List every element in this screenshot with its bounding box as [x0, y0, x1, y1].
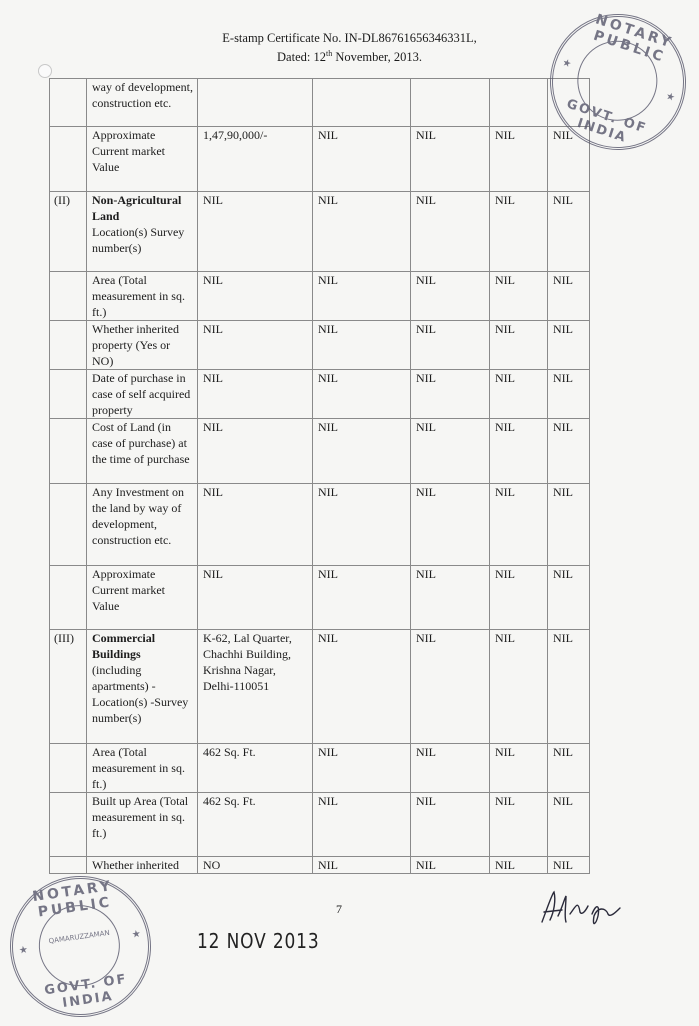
row-value — [313, 79, 411, 127]
assets-table — [49, 78, 590, 874]
row-value: NIL — [313, 793, 411, 857]
row-value: NIL — [313, 484, 411, 566]
row-value: NIL — [313, 419, 411, 484]
row-value: NIL — [198, 321, 313, 370]
punch-hole — [38, 64, 52, 78]
row-description-text: Whether inherited property (Yes or NO) — [92, 322, 179, 368]
certificate-date: Dated: 12th November, 2013. — [277, 49, 422, 65]
row-value: NIL — [548, 272, 590, 321]
row-description — [87, 192, 198, 272]
row-value — [490, 79, 548, 127]
row-serial — [50, 744, 87, 793]
row-value: NIL — [313, 370, 411, 419]
row-description — [87, 272, 198, 321]
row-value: NIL — [411, 793, 490, 857]
table-row — [50, 566, 590, 630]
row-value: NIL — [313, 566, 411, 630]
table-row — [50, 370, 590, 419]
row-value: NIL — [411, 321, 490, 370]
table-row — [50, 419, 590, 484]
row-value: NO — [198, 857, 313, 874]
row-value: NIL — [198, 272, 313, 321]
row-value: NIL — [548, 630, 590, 744]
row-description — [87, 127, 198, 192]
row-description-text: Approximate Current market Value — [92, 128, 165, 174]
table-row — [50, 793, 590, 857]
row-serial: (II) — [50, 192, 87, 272]
row-value: NIL — [490, 630, 548, 744]
row-value: NIL — [313, 857, 411, 874]
row-description-text: Location(s) Survey number(s) — [92, 225, 185, 255]
row-value: NIL — [548, 857, 590, 874]
row-value: NIL — [548, 744, 590, 793]
row-serial — [50, 79, 87, 127]
table-row — [50, 321, 590, 370]
row-description — [87, 79, 198, 127]
row-value: NIL — [548, 192, 590, 272]
row-serial — [50, 272, 87, 321]
row-description-text: Built up Area (Total measurement in sq. ft.) — [92, 794, 189, 840]
row-heading: Commercial Buildings — [92, 631, 156, 661]
row-value: NIL — [548, 566, 590, 630]
table-row — [50, 630, 590, 744]
row-value: NIL — [198, 484, 313, 566]
row-value: NIL — [548, 127, 590, 192]
row-serial — [50, 419, 87, 484]
row-value: 462 Sq. Ft. — [198, 744, 313, 793]
table-row — [50, 484, 590, 566]
row-value: NIL — [490, 192, 548, 272]
row-value: NIL — [548, 419, 590, 484]
row-description — [87, 370, 198, 419]
row-value: NIL — [490, 857, 548, 874]
row-value: NIL — [313, 192, 411, 272]
row-description — [87, 857, 198, 874]
row-description-text: (including apartments) -Location(s) -Survey number(s) — [92, 663, 189, 725]
table-row — [50, 744, 590, 793]
row-value: NIL — [490, 566, 548, 630]
signature — [536, 886, 626, 934]
row-value: 1,47,90,000/- — [198, 127, 313, 192]
row-serial — [50, 484, 87, 566]
row-description — [87, 793, 198, 857]
row-description-text: way of development, construction etc. — [92, 80, 193, 110]
row-value: NIL — [490, 127, 548, 192]
row-value: NIL — [548, 793, 590, 857]
row-value: NIL — [411, 857, 490, 874]
row-value: NIL — [411, 744, 490, 793]
row-value: NIL — [411, 370, 490, 419]
notary-seal-bottom: NOTARY PUBLIC QAMARUZZAMAN ★ ★ GOVT. OF INDIA — [1, 867, 160, 1026]
row-value: NIL — [313, 744, 411, 793]
row-description — [87, 566, 198, 630]
row-value: NIL — [411, 192, 490, 272]
row-description — [87, 321, 198, 370]
row-value: NIL — [490, 484, 548, 566]
row-value: NIL — [548, 484, 590, 566]
row-description-text: Any Investment on the land by way of development, construction etc. — [92, 485, 184, 547]
row-heading: Non-Agricultural Land — [92, 193, 182, 223]
row-serial — [50, 566, 87, 630]
row-value — [411, 79, 490, 127]
table-row — [50, 192, 590, 272]
row-value: NIL — [313, 127, 411, 192]
row-value: 462 Sq. Ft. — [198, 793, 313, 857]
row-value: NIL — [411, 630, 490, 744]
row-description-text: Approximate Current market Value — [92, 567, 165, 613]
row-value: NIL — [198, 192, 313, 272]
row-value: NIL — [490, 744, 548, 793]
row-value: NIL — [490, 321, 548, 370]
row-value: NIL — [548, 370, 590, 419]
row-value: K-62, Lal Quarter, Chachhi Building, Krishna Nagar, Delhi-110051 — [198, 630, 313, 744]
row-description-text: Area (Total measurement in sq. ft.) — [92, 745, 185, 791]
row-description-text: Cost of Land (in case of purchase) at the time of purchase — [92, 420, 190, 466]
table-row — [50, 272, 590, 321]
row-value: NIL — [198, 419, 313, 484]
row-description — [87, 484, 198, 566]
row-value: NIL — [490, 793, 548, 857]
row-value: NIL — [490, 370, 548, 419]
row-serial — [50, 793, 87, 857]
row-value: NIL — [548, 321, 590, 370]
row-description — [87, 630, 198, 744]
row-description — [87, 744, 198, 793]
row-value: NIL — [411, 419, 490, 484]
row-value: NIL — [490, 272, 548, 321]
row-value: NIL — [411, 484, 490, 566]
row-value: NIL — [490, 419, 548, 484]
row-description-text: Whether inherited — [92, 858, 179, 872]
row-serial — [50, 857, 87, 874]
row-value: NIL — [198, 370, 313, 419]
table-row — [50, 857, 590, 874]
row-value: NIL — [313, 630, 411, 744]
row-value — [198, 79, 313, 127]
table-row — [50, 79, 590, 127]
row-description-text: Area (Total measurement in sq. ft.) — [92, 273, 185, 319]
certificate-number: E-stamp Certificate No. IN-DL86761656346331L, — [222, 31, 477, 45]
page-number: 7 — [336, 902, 342, 916]
notary-seal-top: NOTARY PUBLIC ★ ★ GOVT. OF INDIA — [532, 0, 699, 168]
row-serial — [50, 370, 87, 419]
row-serial — [50, 127, 87, 192]
row-value: NIL — [313, 272, 411, 321]
row-value: NIL — [411, 566, 490, 630]
row-serial — [50, 321, 87, 370]
row-serial: (III) — [50, 630, 87, 744]
row-description — [87, 419, 198, 484]
row-value: NIL — [411, 127, 490, 192]
row-value: NIL — [313, 321, 411, 370]
table-row — [50, 127, 590, 192]
row-description-text: Date of purchase in case of self acquired property — [92, 371, 191, 417]
row-value: NIL — [411, 272, 490, 321]
date-stamp: 12 NOV 2013 — [197, 929, 320, 953]
row-value: NIL — [198, 566, 313, 630]
